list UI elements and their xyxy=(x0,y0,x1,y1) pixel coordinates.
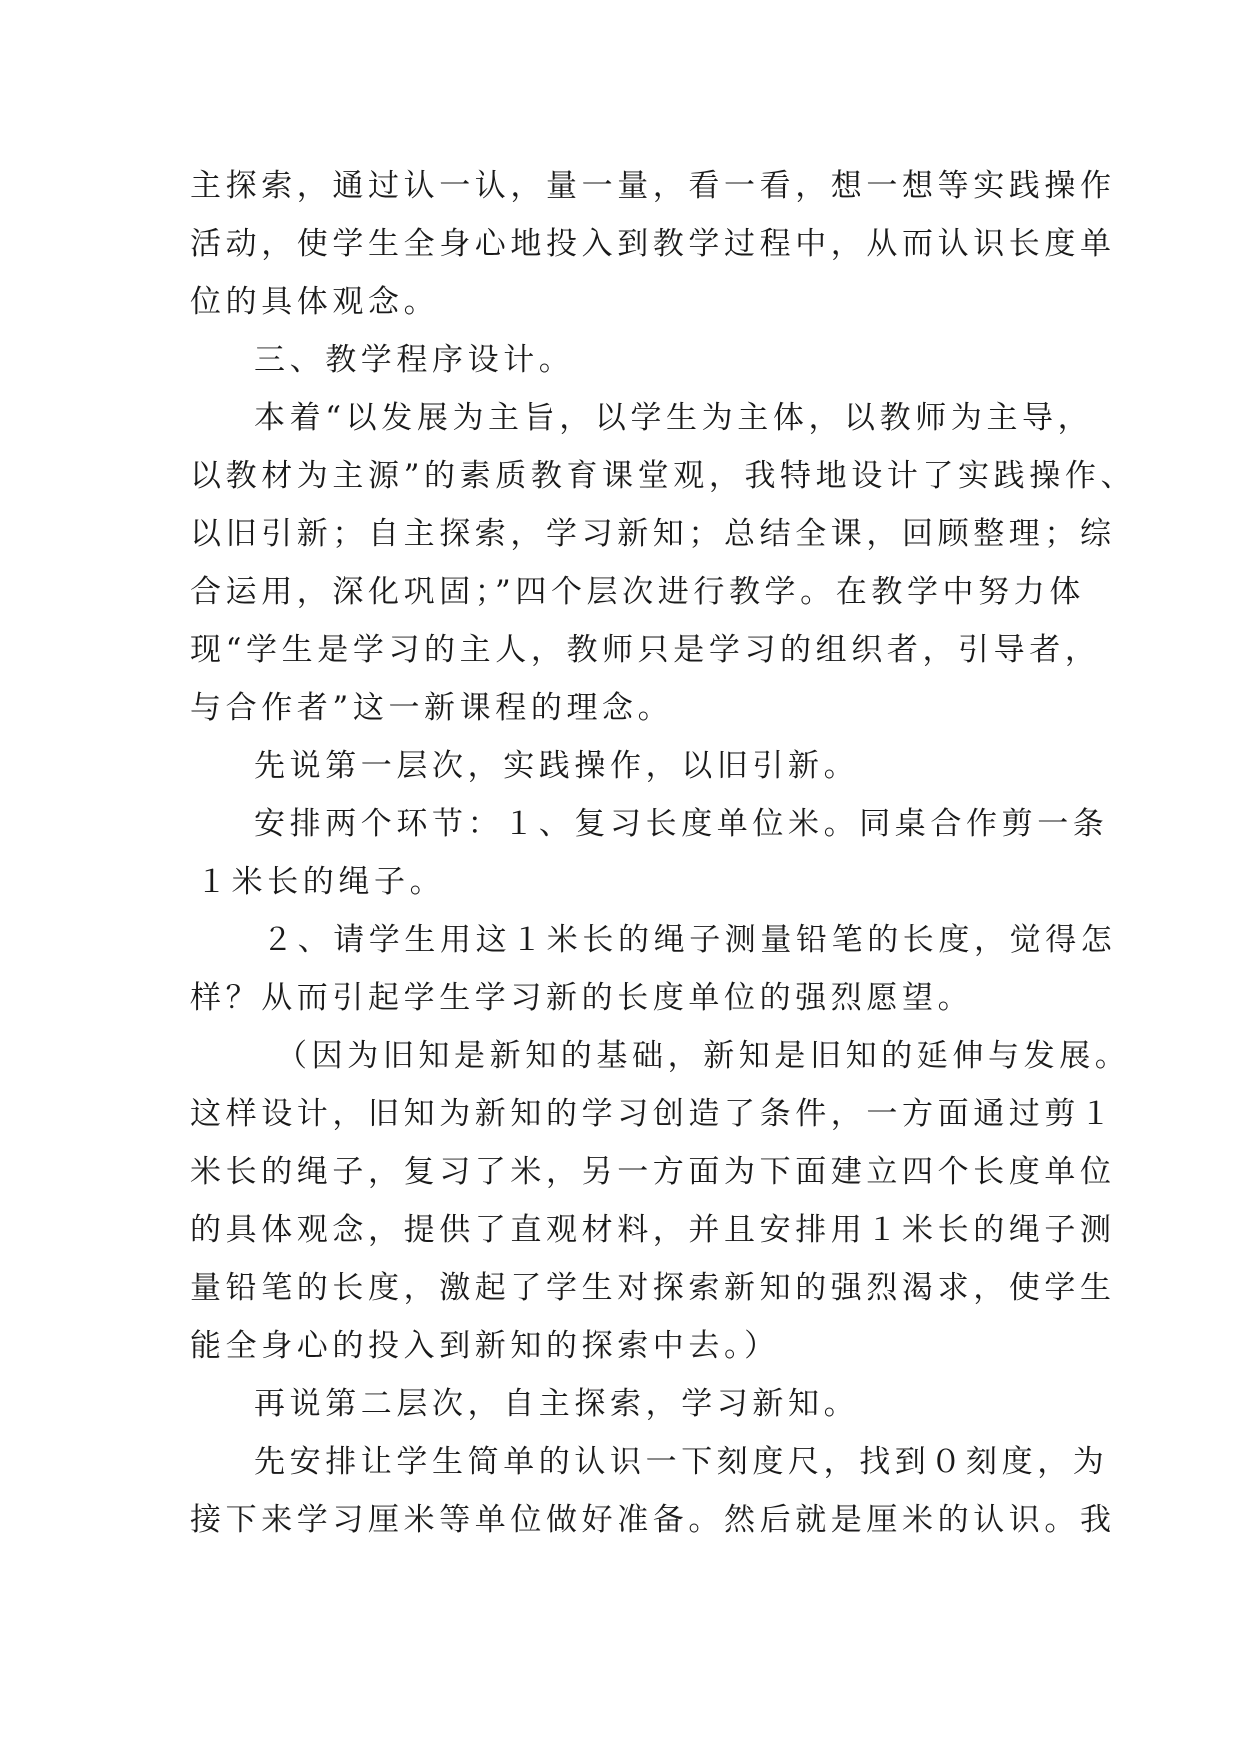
section-heading: 三、教学程序设计。 xyxy=(254,342,575,378)
text-line: 以旧引新；自主探索，学习新知；总结全课，回顾整理；综 xyxy=(190,516,1116,552)
text-line: 先安排让学生简单的认识一下刻度尺，找到０刻度，为 xyxy=(254,1444,1109,1480)
text-line: 量铅笔的长度，激起了学生对探索新知的强烈渴求，使学生 xyxy=(190,1270,1116,1306)
text-line: （因为旧知是新知的基础，新知是旧知的延伸与发展。 xyxy=(276,1038,1131,1074)
text-line: 位的具体观念。 xyxy=(190,284,440,320)
text-line: 能全身心的投入到新知的探索中去。） xyxy=(190,1328,780,1364)
text-line: 样？从而引起学生学习新的长度单位的强烈愿望。 xyxy=(190,980,974,1016)
text-line: 米长的绳子，复习了米，另一方面为下面建立四个长度单位 xyxy=(190,1154,1116,1190)
text-line: 与合作者”这一新课程的理念。 xyxy=(190,690,674,726)
text-line: 合运用，深化巩固；”四个层次进行教学。在教学中努力体 xyxy=(190,574,1085,610)
text-line: 活动，使学生全身心地投入到教学过程中，从而认识长度单 xyxy=(190,226,1116,262)
text-line: 主探索，通过认一认，量一量，看一看，想一想等实践操作 xyxy=(190,168,1116,204)
text-line: ２、请学生用这１米长的绳子测量铅笔的长度，觉得怎 xyxy=(262,922,1117,958)
text-line: 安排两个环节：１、复习长度单位米。同桌合作剪一条 xyxy=(254,806,1109,842)
text-line: 以教材为主源”的素质教育课堂观，我特地设计了实践操作、 xyxy=(190,458,1137,494)
text-line: 先说第一层次，实践操作，以旧引新。 xyxy=(254,748,860,784)
text-line: 再说第二层次，自主探索，学习新知。 xyxy=(254,1386,860,1422)
text-line: 这样设计，旧知为新知的学习创造了条件，一方面通过剪１ xyxy=(190,1096,1116,1132)
text-line: 的具体观念，提供了直观材料，并且安排用１米长的绳子测 xyxy=(190,1212,1116,1248)
text-line: 本着“以发展为主旨，以学生为主体，以教师为主导， xyxy=(254,400,1094,436)
text-line: １米长的绳子。 xyxy=(196,864,446,900)
text-line: 接下来学习厘米等单位做好准备。然后就是厘米的认识。我 xyxy=(190,1502,1116,1538)
text-line: 现“学生是学习的主人，教师只是学习的组织者，引导者， xyxy=(190,632,1101,668)
